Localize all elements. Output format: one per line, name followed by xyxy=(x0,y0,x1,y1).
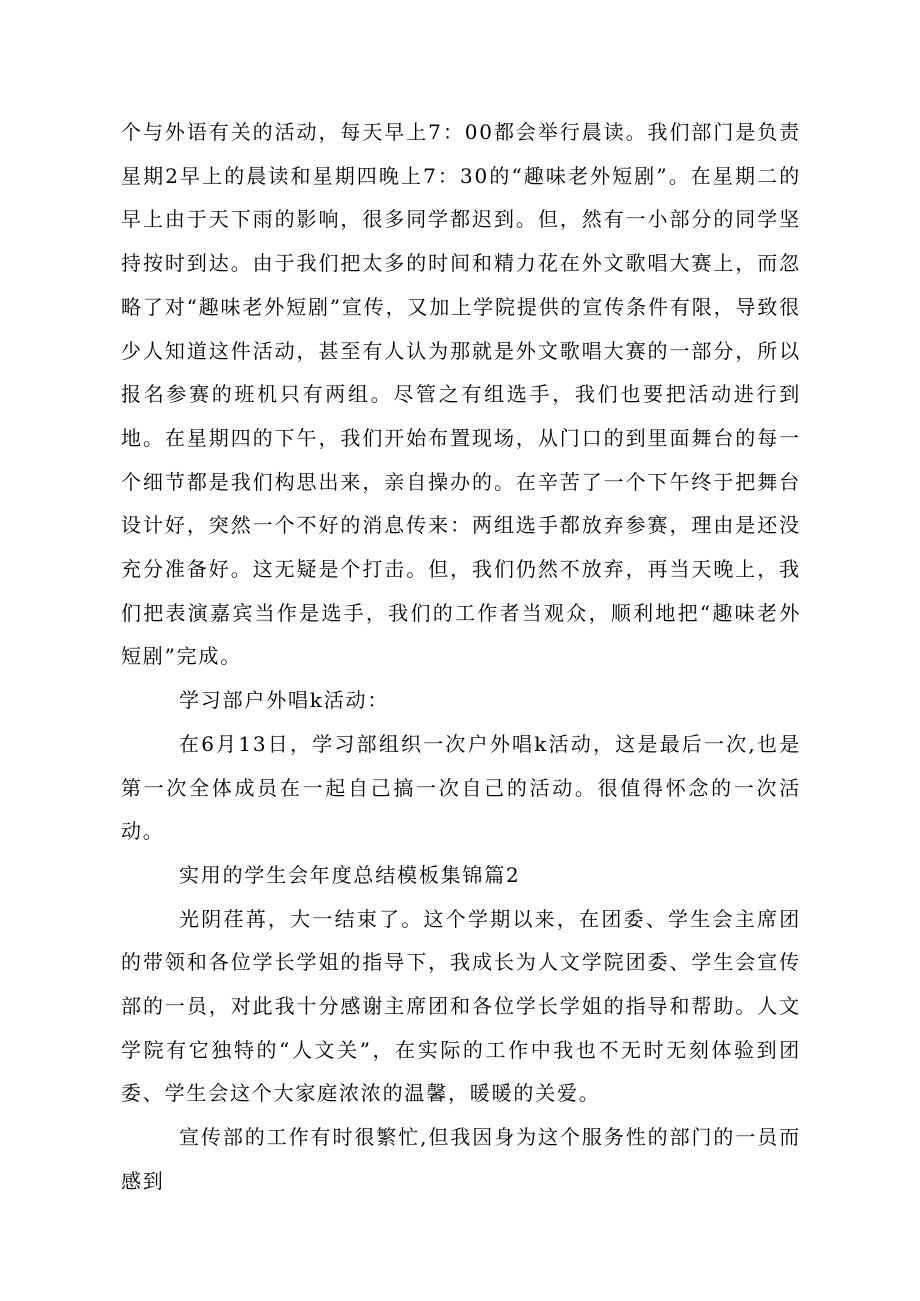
paragraph-publicity-department: 宣传部的工作有时很繁忙,但我因身为这个服务性的部门的一员而感到 xyxy=(121,1125,801,1193)
paragraph-section-heading-karaoke: 学习部户外唱k活动： xyxy=(179,688,390,713)
paragraph-karaoke-activity: 在6月13日，学习部组织一次户外唱k活动，这是最后一次,也是第一次全体成员在一起自己搞一次自己的活动。很值得怀念的一次活动。 xyxy=(121,731,801,844)
paragraph-continued-activity-report: 个与外语有关的活动，每天早上7：00都会举行晨读。我们部门是负责星期2早上的晨读和星期四晚上7：30的“趣味老外短剧”。在星期二的早上由于天下雨的影响，很多同学都迟到。但，然有一小部分的同学坚持按时到达。由于我们把太多的时间和精力花在外文歌唱大赛上，而忽略了对“趣味老外短剧”宣传，又加上学院提供的宣传条件有限，导致很少人知道这件活动，甚至有人认为那就是外文歌唱大赛的一部分，所以报名参赛的班机只有两组。尽管之有组选手，我们也要把活动进行到地。在星期四的下午，我们开始布置现场，从门口的到里面舞台的每一个细节都是我们构思出来，亲自操办的。在辛苦了一个下午终于把舞台设计好，突然一个不好的消息传来：两组选手都放弃参赛，理由是还没充分准备好。这无疑是个打击。但，我们仍然不放弃，再当天晚上，我们把表演嘉宾当作是选手，我们的工作者当观众，顺利地把“趣味老外短剧”完成。 xyxy=(121,120,801,669)
paragraph-first-year-summary: 光阴荏苒，大一结束了。这个学期以来，在团委、学生会主席团的带领和各位学长学姐的指导下，我成长为人文学院团委、学生会宣传部的一员，对此我十分感谢主席团和各位学长学姐的指导和帮助。人文学院有它独特的“人文关”，在实际的工作中我也不无时无刻体验到团委、学生会这个大家庭浓浓的温馨，暖暖的关爱。 xyxy=(121,906,801,1106)
document-body xyxy=(121,111,801,1204)
paragraph-article-title: 实用的学生会年度总结模板集锦篇2 xyxy=(179,862,521,887)
